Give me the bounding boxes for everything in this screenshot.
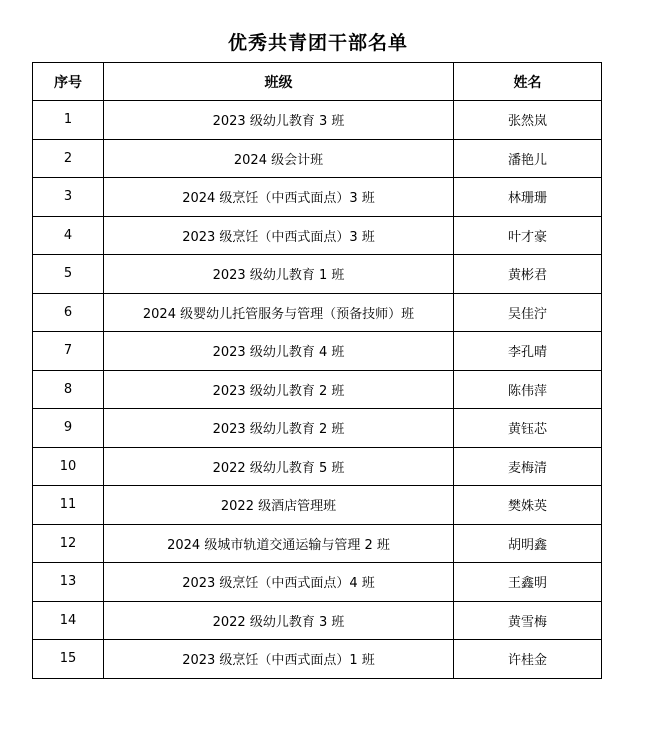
header-class: 班级	[104, 63, 454, 101]
cell-serial-number: 12	[33, 524, 104, 563]
cell-class: 2022 级酒店管理班	[104, 486, 454, 525]
cell-serial-number: 2	[33, 139, 104, 178]
cell-name: 黄彬君	[454, 255, 602, 294]
cell-serial-number: 1	[33, 101, 104, 140]
table-row	[33, 370, 602, 409]
cell-name: 林珊珊	[454, 178, 602, 217]
header-serial-number: 序号	[33, 63, 104, 101]
table-row	[33, 563, 602, 602]
table-row	[33, 601, 602, 640]
cell-name: 潘艳儿	[454, 139, 602, 178]
cell-class: 2024 级婴幼儿托管服务与管理（预备技师）班	[104, 293, 454, 332]
header-name: 姓名	[454, 63, 602, 101]
cell-serial-number: 8	[33, 370, 104, 409]
cell-serial-number: 3	[33, 178, 104, 217]
cell-class: 2023 级烹饪（中西式面点）1 班	[104, 640, 454, 679]
table-row	[33, 255, 602, 294]
page-title: 优秀共青团干部名单	[227, 32, 408, 54]
cell-name: 陈伟萍	[454, 370, 602, 409]
cell-serial-number: 5	[33, 255, 104, 294]
cell-class: 2022 级幼儿教育 5 班	[104, 447, 454, 486]
cell-class: 2022 级幼儿教育 3 班	[104, 601, 454, 640]
cell-name: 麦梅清	[454, 447, 602, 486]
table-row	[33, 332, 602, 371]
table-row	[33, 486, 602, 525]
cell-name: 胡明鑫	[454, 524, 602, 563]
table-row	[33, 216, 602, 255]
cell-name: 叶才豪	[454, 216, 602, 255]
cell-class: 2024 级会计班	[104, 139, 454, 178]
cadre-list-table	[32, 62, 602, 679]
table-row	[33, 178, 602, 217]
cell-name: 樊姝英	[454, 486, 602, 525]
cell-serial-number: 9	[33, 409, 104, 448]
cell-serial-number: 7	[33, 332, 104, 371]
table-header-row	[33, 63, 602, 101]
table-row	[33, 293, 602, 332]
cell-class: 2023 级幼儿教育 1 班	[104, 255, 454, 294]
cell-class: 2023 级烹饪（中西式面点）4 班	[104, 563, 454, 602]
cell-name: 李孔晴	[454, 332, 602, 371]
cell-serial-number: 4	[33, 216, 104, 255]
table-row	[33, 139, 602, 178]
table-row	[33, 409, 602, 448]
cell-class: 2023 级幼儿教育 2 班	[104, 409, 454, 448]
cell-serial-number: 13	[33, 563, 104, 602]
cell-class: 2024 级烹饪（中西式面点）3 班	[104, 178, 454, 217]
cell-name: 吴佳泞	[454, 293, 602, 332]
table-row	[33, 640, 602, 679]
cell-serial-number: 15	[33, 640, 104, 679]
cell-class: 2023 级幼儿教育 3 班	[104, 101, 454, 140]
cell-name: 黄雪梅	[454, 601, 602, 640]
cell-class: 2023 级幼儿教育 2 班	[104, 370, 454, 409]
table-row	[33, 101, 602, 140]
cell-name: 张然岚	[454, 101, 602, 140]
table-row	[33, 524, 602, 563]
cell-serial-number: 10	[33, 447, 104, 486]
cell-name: 许桂金	[454, 640, 602, 679]
cell-serial-number: 14	[33, 601, 104, 640]
cell-class: 2024 级城市轨道交通运输与管理 2 班	[104, 524, 454, 563]
cell-name: 黄钰芯	[454, 409, 602, 448]
cell-class: 2023 级幼儿教育 4 班	[104, 332, 454, 371]
cell-name: 王鑫明	[454, 563, 602, 602]
cell-serial-number: 11	[33, 486, 104, 525]
cell-serial-number: 6	[33, 293, 104, 332]
table-row	[33, 447, 602, 486]
cell-class: 2023 级烹饪（中西式面点）3 班	[104, 216, 454, 255]
